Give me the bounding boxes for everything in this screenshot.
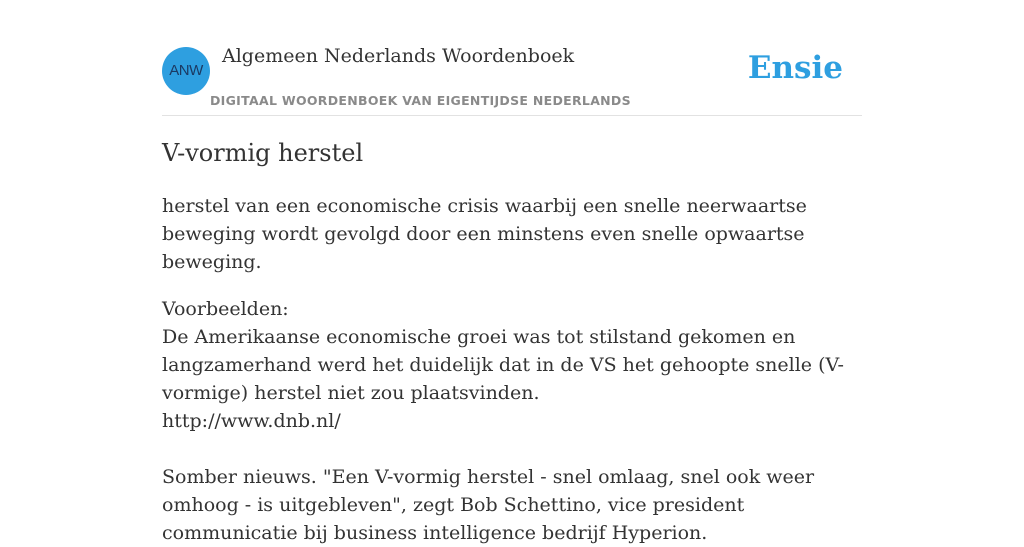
entry-definition: herstel van een economische crisis waarbij een snelle neerwaartse beweging wordt gevolgd door een minstens even snelle opwaartse beweging. bbox=[162, 195, 807, 273]
example-text: De Amerikaanse economische groei was tot stilstand gekomen en langzamerhand werd het duidelijk dat in de VS het gehoopte snelle (V-vormige) herstel niet zou plaatsvinden. bbox=[162, 326, 844, 404]
entry-content bbox=[162, 192, 862, 547]
example-spacer bbox=[162, 435, 862, 463]
examples-block bbox=[162, 295, 862, 547]
entry-title: V-vormig herstel bbox=[162, 139, 364, 167]
example-text: Somber nieuws. "Een V-vormig herstel - snel omlaag, snel ook weer omhoog - is uitgebleven", zegt Bob Schettino, vice president communicatie bij business intelligence bedrijf Hyperion. bbox=[162, 466, 815, 544]
anw-logo[interactable]: ANW bbox=[162, 47, 210, 95]
example-source: http://www.dnb.nl/ bbox=[162, 410, 341, 432]
site-title[interactable]: Algemeen Nederlands Woordenboek bbox=[222, 45, 575, 67]
ensie-brand-logo[interactable]: Ensie bbox=[747, 50, 843, 86]
site-subtitle: DIGITAAL WOORDENBOEK VAN EIGENTIJDSE NEDERLANDS bbox=[210, 93, 631, 108]
site-header bbox=[162, 0, 862, 116]
examples-label: Voorbeelden: bbox=[162, 298, 289, 320]
